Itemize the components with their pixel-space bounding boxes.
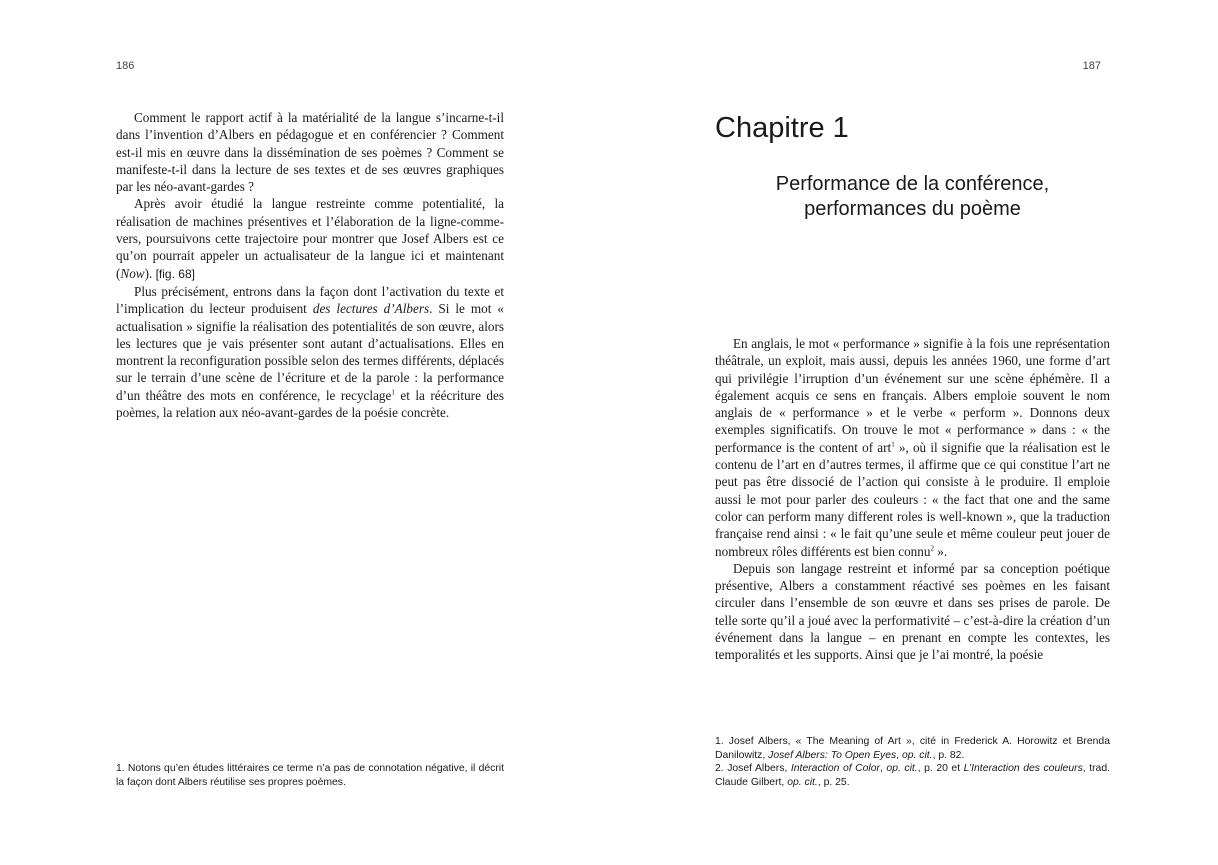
text-run: ,	[896, 749, 902, 761]
footnote-1-left: 1. Notons qu’en études littéraires ce terme n’a pas de connotation négative, il décrit la façon dont Albers réutilise ses propres poèmes.	[116, 763, 504, 788]
right-paragraph-2: Depuis son langage restreint et informé par sa conception poétique présentive, Albers a constamment réactivé ses poèmes en les faisant circuler dans l’ensemble de son œuvre et dans ses prises de parole. De telle sorte qu’il a joué avec la performativité – c’est-à-dire la création d’un événement dans la langue – en prenant en compte les contextes, les temporalités et les supports. Ainsi que je l’ai montré, la poésie	[715, 560, 1110, 663]
footnote-marker: 1	[891, 440, 895, 449]
italic-now: Now	[120, 265, 145, 281]
subtitle-line-1: Performance de la conférence,	[775, 173, 1050, 195]
text-run: , p. 20 et	[917, 763, 964, 775]
text-run: . Si le mot « actualisation » signifie la réalisation des potentialités de son œuvre, alors les lectures que je vais présenter sont autant d’actualisations. Elles en montrent la reconfiguration possible selon des termes différents, déplacés sur le terrain d’une scène de l’écriture et de la parole : la performance d’un théâtre des mots en conférence, le recyclage	[116, 301, 504, 403]
footnote-1-right	[715, 735, 1110, 762]
left-paragraph-1: Comment le rapport actif à la matérialité de la langue s’incarne-t-il dans l’invention d’Albers en pédagogue et en conférencier ? Comment est-il mis en œuvre dans la dissémination de ses poèmes ? Comment se manifeste-t-il dans la lecture de ses textes et de ses œuvres graphiques par les néo-avant-gardes ?	[116, 110, 504, 195]
right-body-text	[715, 335, 1110, 664]
footnote-marker: 1	[391, 388, 395, 397]
italic-title: Interaction of Color	[790, 763, 880, 775]
figure-reference: [fig. 68]	[155, 266, 195, 281]
italic-opcit: op. cit.	[787, 776, 818, 788]
italic-title: L’Interaction des couleurs	[963, 763, 1083, 775]
right-page	[609, 0, 1218, 865]
chapter-subtitle	[715, 172, 1110, 222]
italic-phrase: des lectures d’Albers	[312, 301, 430, 317]
footnote-marker: 2	[930, 544, 934, 553]
right-footnotes	[715, 735, 1110, 789]
text-run: ).	[144, 265, 156, 281]
text-run: Après avoir étudié la langue restreinte comme potentialité, la réalisation de machines présentives et l’élaboration de la ligne-comme-vers, poursuivons cette trajectoire pour montrer que Josef Albers est ce qu’on pourrait appeler un actualisateur de la langue ici et maintenant (	[116, 196, 504, 281]
text-run: Plus précisément, entrons dans la façon dont l’activation du texte et l’implication du lecteur produisent	[116, 283, 504, 317]
text-run: 2. Josef Albers,	[715, 763, 791, 775]
left-paragraph-2	[116, 195, 504, 282]
text-run: , p. 82.	[932, 749, 965, 761]
subtitle-line-2: performances du poème	[804, 198, 1021, 220]
text-run: , trad. Claude Gilbert,	[715, 763, 1110, 788]
page-number-right: 187	[1082, 60, 1101, 72]
text-run: ».	[933, 543, 948, 559]
text-run: », où il signifie que la réalisation est le contenu de l’art en d’autres termes, il affirme que ce qui constitue l’art ne peut pas être dissocié de l’action qui consiste à le produire. Il emploie aussi le mot pour parler des couleurs : « the fact that one and the same color can perform many different roles is well-known », que la traduction française rend ainsi : « le fait qu’une seule et même couleur peut jouer de nombreux rôles différents est bien connu	[715, 439, 1110, 559]
left-body-text	[116, 109, 504, 421]
text-run: ,	[879, 763, 887, 775]
italic-opcit: op. cit.	[886, 763, 918, 775]
text-run: et la réécriture des poèmes, la relation aux néo-avant-gardes de la poésie concrète.	[116, 387, 504, 421]
page-number-left: 186	[116, 60, 135, 72]
left-paragraph-3	[116, 283, 504, 421]
footnote-2-right	[715, 762, 1110, 789]
left-footnotes	[116, 762, 504, 789]
italic-opcit: op. cit.	[901, 749, 933, 761]
text-run: 1. Josef Albers, « The Meaning of Art », cité in Frederick A. Horowitz et Brenda Danilowitz,	[715, 736, 1110, 761]
italic-title: Josef Albers: To Open Eyes	[768, 749, 897, 761]
right-paragraph-1	[715, 335, 1110, 560]
chapter-title: Chapitre 1	[715, 112, 849, 144]
text-run: En anglais, le mot « performance » signifie à la fois une représentation théâtrale, un exploit, mais aussi, depuis les années 1960, une forme d’art qui privilégie l’irruption d’un événement sur une scène éphémère. Il a également acquis ce sens en français. Albers emploie souvent le nom anglais de « performance » et le verbe « perform ». Donnons deux exemples significatifs. On trouve le mot « performance » dans : « the performance is the content of art	[715, 336, 1110, 455]
text-run: , p. 25.	[817, 776, 850, 788]
